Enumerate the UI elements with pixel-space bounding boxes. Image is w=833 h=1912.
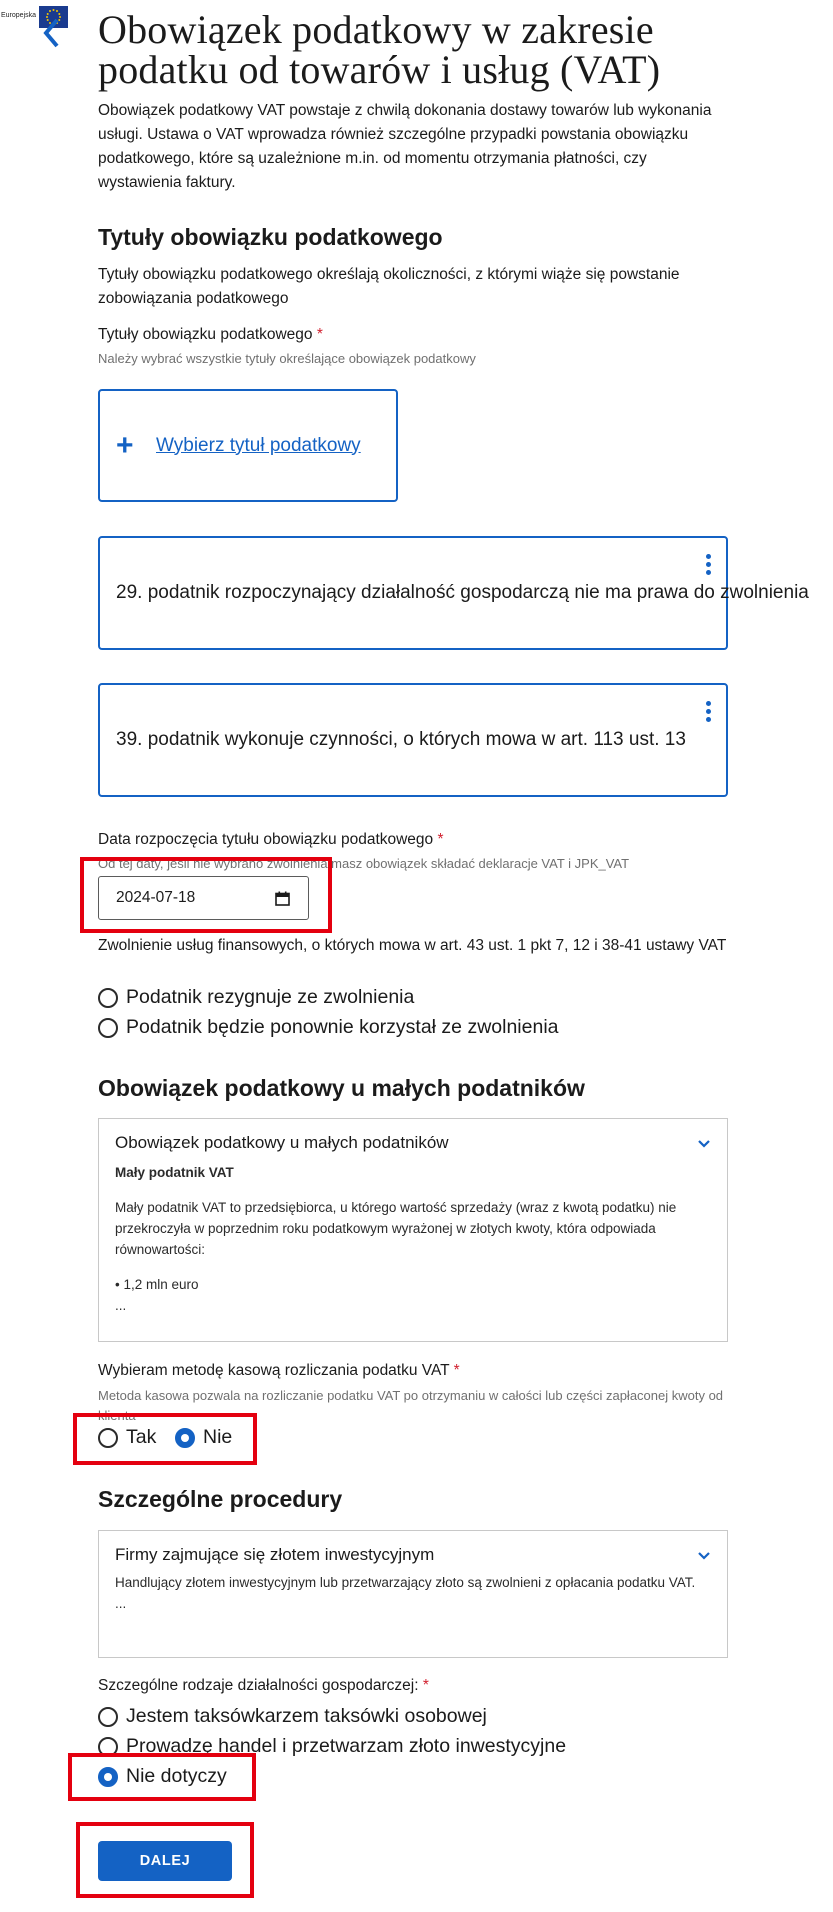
required-mark: * [453,1362,460,1379]
selected-title-text: 29. podatnik rozpoczynający działalność gospodarczą nie ma prawa do zwolnienia [116,582,809,603]
radio-activity-gold[interactable] [98,1735,566,1758]
radio-button[interactable] [98,988,118,1008]
radio-exemption-resign[interactable] [98,986,414,1009]
radio-exemption-reuse[interactable] [98,1016,559,1039]
more-options-icon[interactable] [706,554,712,576]
financial-exemption-label: Zwolnienie usług finansowych, o których mowa w art. 43 ust. 1 pkt 7, 12 i 38-41 ustawy VAT [98,937,727,954]
titles-description: Tytuły obowiązku podatkowego określają okoliczności, z którymi wiąże się powstanie zobowiązania podatkowego [98,266,680,307]
investment-gold-panel [98,1530,728,1658]
panel-text: Handlujący złotem inwestycyjnym lub przetwarzający złoto są zwolnieni z opłacania podatku VAT. [115,1575,696,1590]
small-taxpayers-panel [98,1118,728,1342]
start-date-hint: Od tej daty, jeśli nie wybrano zwolnienia masz obowiązek składać deklaracje VAT i JPK_VAT [98,856,630,871]
intro-text: Obowiązek podatkowy VAT powstaje z chwilą dokonania dostawy towarów lub wykonania usługi. Ustawa o VAT wprowadza również szczególne przypadki powstania obowiązku podatkowego, które są uzależnione m.in. od momentu otrzymania płatności, czy wystawienia faktury. [98,102,712,191]
activities-label-text: Szczególne rodzaje działalności gospodarczej: [98,1677,419,1694]
titles-field-label-text: Tytuły obowiązku podatkowego [98,326,313,343]
radio-activity-none[interactable] [98,1765,227,1788]
required-mark: * [316,326,323,343]
panel-bullet: • 1,2 mln euro [115,1277,199,1292]
panel-text: Mały podatnik VAT to przedsiębiorca, u którego wartość sprzedaży (wraz z kwotą podatku) nie przekroczyła w poprzednim roku podatkowym wyrażonej w złotych kwoty, która odpowiada równowartości: [115,1200,677,1257]
start-date-label-text: Data rozpoczęcia tytułu obowiązku podatkowego [98,831,434,848]
radio-cash-yes[interactable] [98,1426,156,1449]
radio-label: Nie dotyczy [126,1765,227,1787]
choose-title-link[interactable]: Wybierz tytuł podatkowy [156,434,361,456]
radio-button[interactable] [98,1428,118,1448]
activities-label [98,1677,429,1695]
panel-subtitle: Mały podatnik VAT [115,1165,234,1180]
radio-label: Nie [203,1426,233,1448]
radio-label: Jestem taksówkarzem taksówki osobowej [126,1705,487,1727]
radio-label: Podatnik będzie ponownie korzystał ze zwolnienia [126,1016,559,1038]
radio-button[interactable] [98,1018,118,1038]
more-options-icon[interactable] [706,701,712,723]
panel-more: ... [115,1596,127,1611]
selected-title-text: 39. podatnik wykonuje czynności, o których mowa w art. 113 ust. 13 [116,729,686,750]
panel-more: ... [115,1298,127,1313]
next-button[interactable]: DALEJ [98,1841,232,1881]
titles-field-label [98,326,323,344]
cash-method-hint: Metoda kasowa pozwala na rozliczanie podatku VAT po otrzymaniu w całości lub części zapłaconej kwoty od klienta [98,1388,724,1423]
radio-label: Podatnik rezygnuje ze zwolnienia [126,986,415,1008]
titles-field-hint: Należy wybrać wszystkie tytuły określające obowiązek podatkowy [98,351,476,366]
chevron-down-icon[interactable] [697,1551,711,1561]
radio-button[interactable] [98,1767,118,1787]
radio-cash-no[interactable] [175,1426,232,1449]
back-chevron-icon[interactable] [41,16,63,50]
radio-activity-taxi[interactable] [98,1705,487,1728]
section-heading-small-taxpayers: Obowiązek podatkowy u małych podatników [98,1075,585,1101]
panel-title: Firmy zajmujące się złotem inwestycyjnym [115,1545,435,1564]
plus-icon: + [116,428,134,462]
radio-button[interactable] [98,1737,118,1757]
eu-label: Europejska [1,12,37,19]
radio-button[interactable] [175,1428,195,1448]
radio-label: Tak [126,1426,157,1448]
choose-title-button[interactable] [98,389,398,502]
start-date-input[interactable] [98,876,309,920]
page-title: Obowiązek podatkowy w zakresie podatku od towarów i usług (VAT) [98,7,661,92]
cash-method-label [98,1362,460,1380]
calendar-icon[interactable] [275,891,290,906]
selected-title-tile[interactable] [98,683,728,797]
required-mark: * [437,831,444,848]
start-date-label [98,831,444,849]
section-heading-titles: Tytuły obowiązku podatkowego [98,224,443,250]
radio-label: Prowadzę handel i przetwarzam złoto inwestycyjne [126,1735,567,1757]
start-date-value: 2024-07-18 [116,889,196,906]
selected-title-tile[interactable] [98,536,809,650]
radio-button[interactable] [98,1707,118,1727]
chevron-down-icon[interactable] [697,1139,711,1149]
panel-title: Obowiązek podatkowy u małych podatników [115,1133,449,1152]
section-heading-special: Szczególne procedury [98,1486,343,1512]
required-mark: * [422,1677,429,1694]
cash-method-label-text: Wybieram metodę kasową rozliczania podatku VAT [98,1362,450,1379]
